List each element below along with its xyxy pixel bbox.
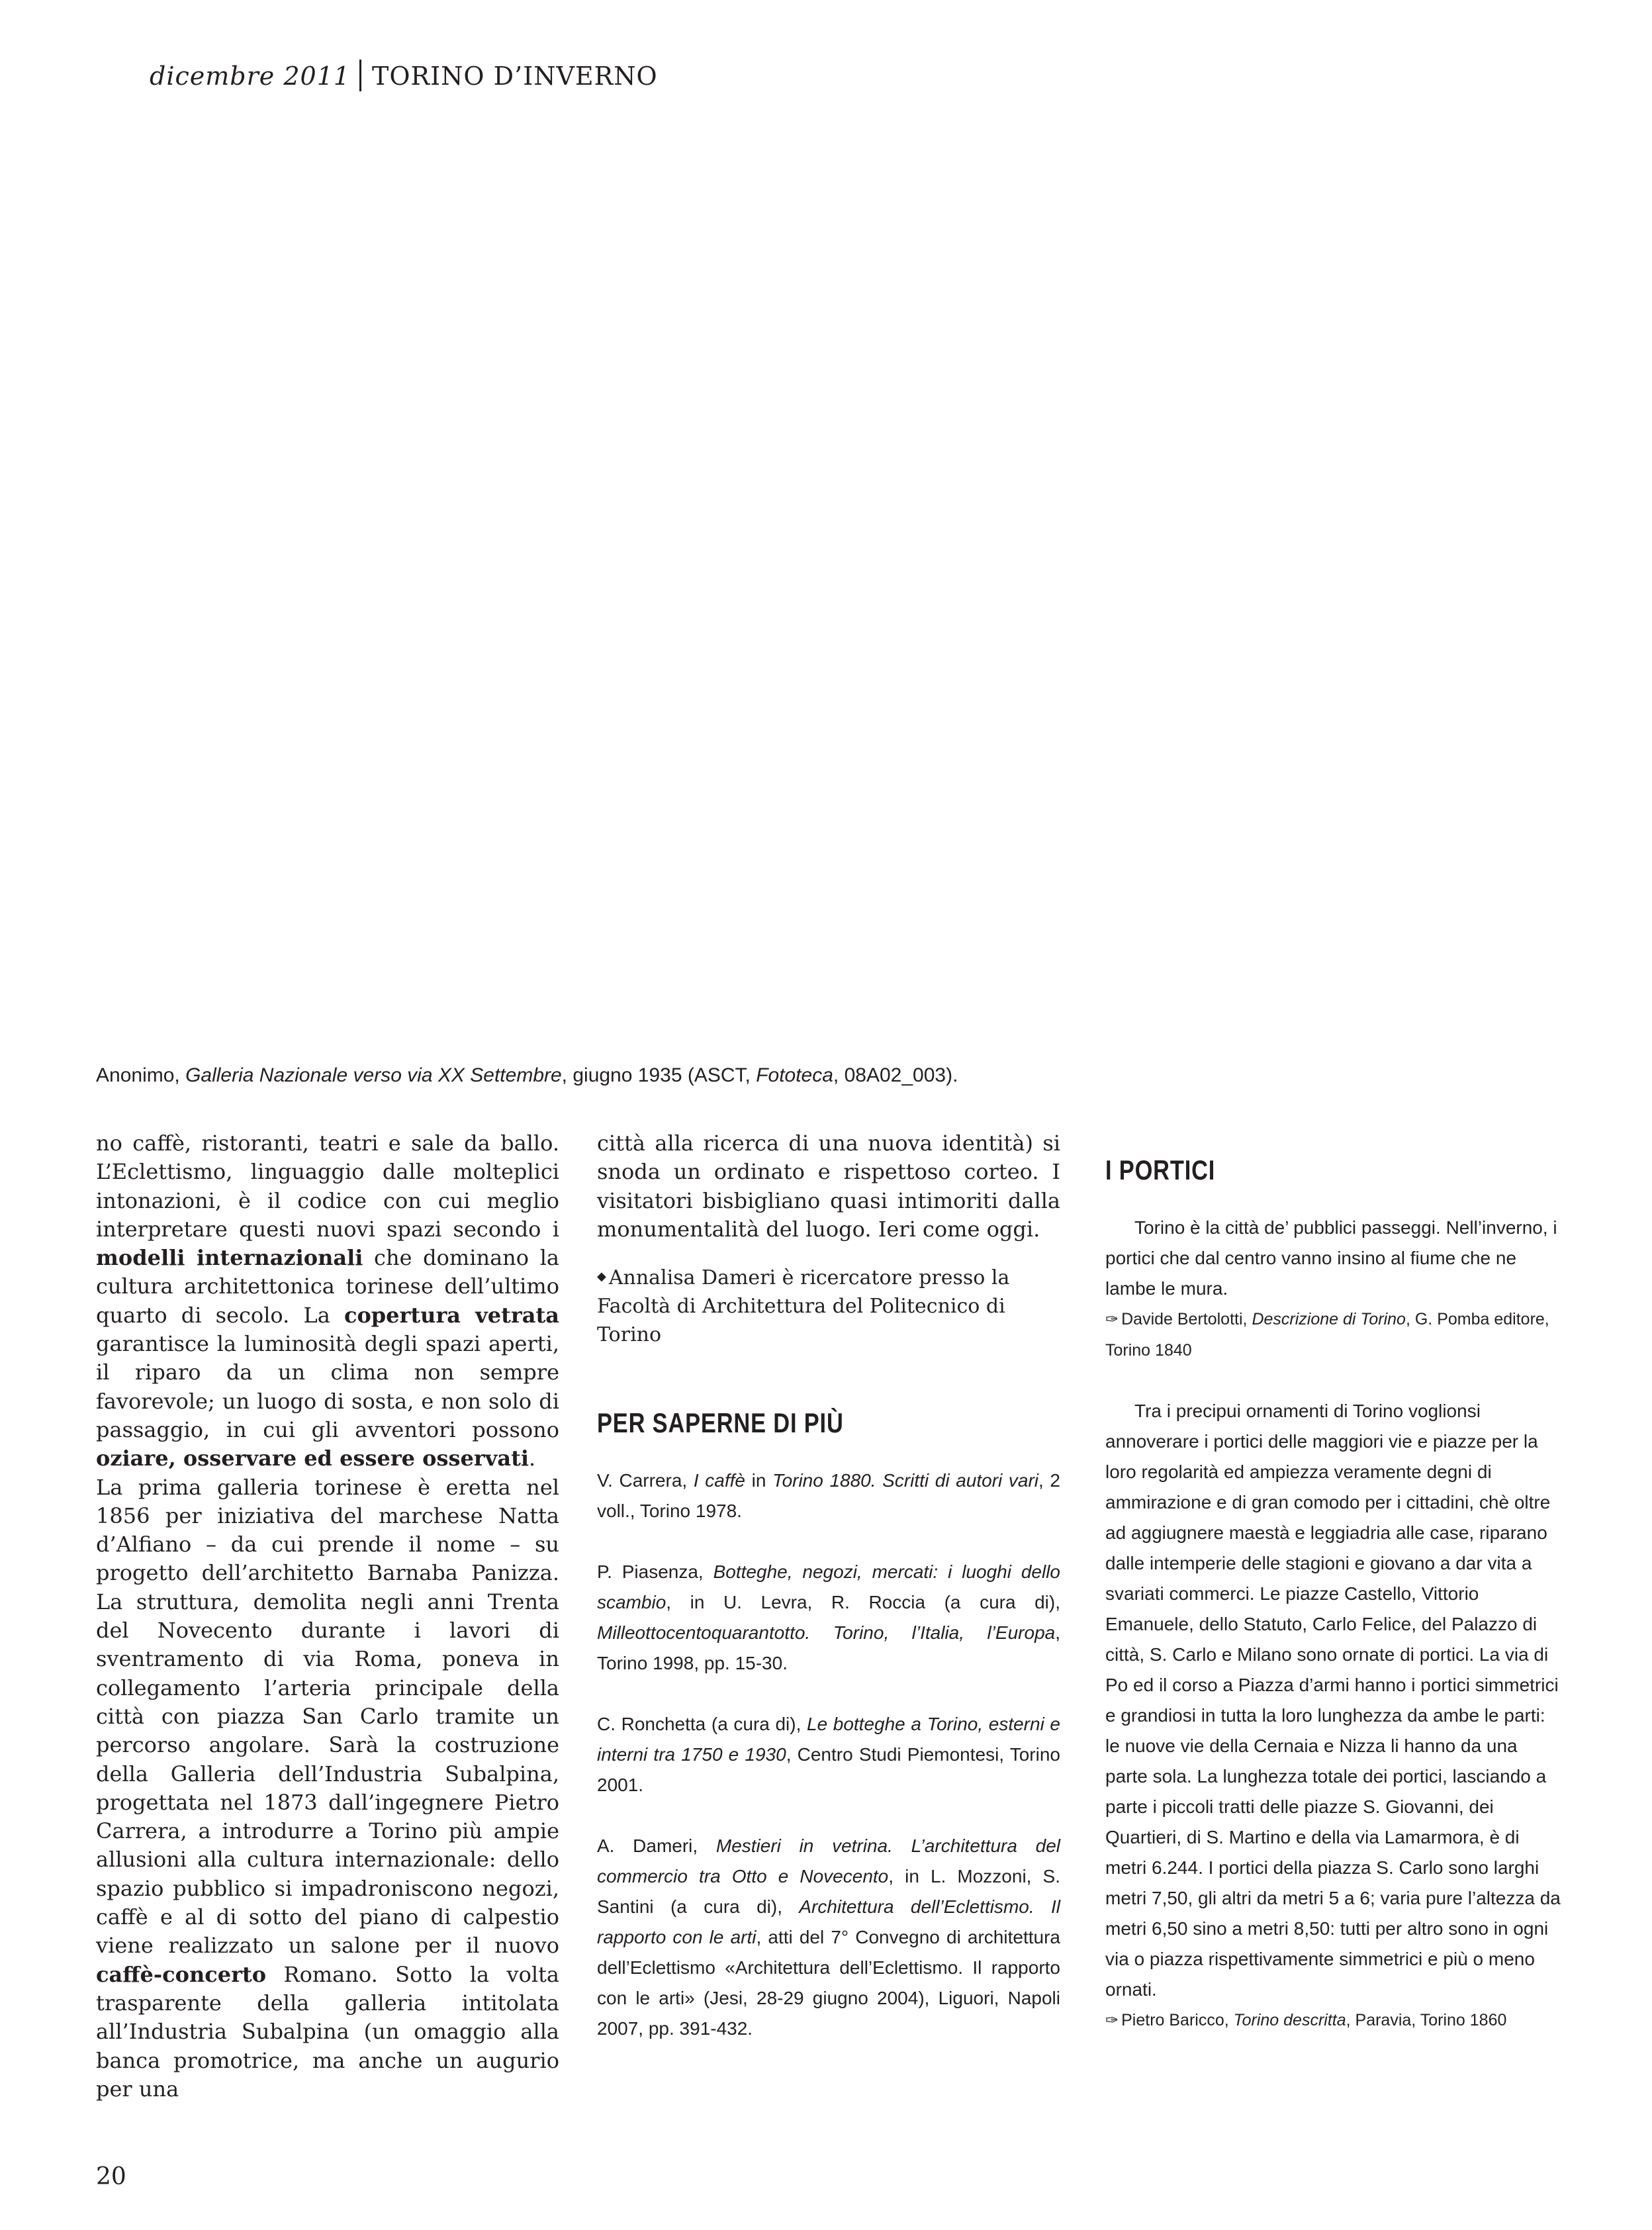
pointing-hand-icon: ✑ (1105, 1311, 1119, 1328)
text-run: no caffè, ristoranti, teatri e sale da ballo. L’Eclettismo, linguaggio dalle molteplici intonazioni, è il codice con cui meglio interpretare questi nuovi spazi secondo i (96, 1131, 559, 1242)
bold-run: oziare, osservare ed essere osservati (96, 1446, 529, 1471)
caption-title: Galleria Nazionale verso via XX Settembre (185, 1064, 562, 1086)
text-run: che dominano la cultura architettonica torinese dell’ultimo quarto di secolo. La (96, 1245, 560, 1328)
column-1-paragraph-2 (96, 1473, 559, 2104)
bold-run: modelli internazionali (96, 1245, 363, 1271)
bibliography-entry: A. Dameri, Mestieri in vetrina. L’architettura del commercio tra Otto e Novecento, in L. Mozzoni, S. Santini (a cura di), Architettura dell’Eclettismo. Il rapporto con le arti, atti del 7° Convegno di architettura dell’Eclettismo «Architettura dell’Eclettismo. Il rapporto con le arti» (Jesi, 28-29 giugno 2004), Liguori, Napoli 2007, pp. 391-432. (597, 1835, 1060, 2039)
column-3 (1105, 1129, 1562, 2036)
caption-end: , 08A02_003). (833, 1064, 958, 1086)
text-run: garantisce la luminosità degli spazi aperti, il riparo da un clima non sempre favorevole; un luogo di sosta, e non solo di passaggio, in cui gli avventori possono (96, 1331, 559, 1442)
text-run: . (529, 1446, 536, 1471)
text-run: La prima galleria torinese è eretta nel 1856 per iniziativa del marchese Natta d’Alfiano – da cui prende il nome – su progetto dell’architetto Barnaba Panizza. La struttura, demolita negli anni Trenta del Novecento durante i lavori di sventramento di via Roma, poneva in collegamento l’arteria principale della città con piazza San Carlo tramite un percorso angolare. Sarà la costruzione della Galleria dell’Industria Subalpina, progettata nel 1873 dall’ingegnere Pietro Carrera, a introdurre a Torino più ampie allusioni alla cultura internazionale: dello spazio pubblico si impadroniscono negozi, caffè e al di sotto del piano di calpestio viene realizzato un salone per il nuovo (96, 1474, 559, 1959)
column-2 (597, 1129, 1060, 2074)
quote-bertolotti: Torino è la città de’ pubblici passeggi. Nell’inverno, i portici che dal centro vanno insino al fiume che ne lambe le mura. (1105, 1217, 1557, 1299)
column-1-paragraph-1 (96, 1129, 559, 1473)
photo-area (93, 119, 1562, 1039)
caption-mid: , giugno 1935 (ASCT, (561, 1064, 757, 1086)
diamond-icon: ◆ (597, 1270, 606, 1284)
bibliography-entry: V. Carrera, I caffè in Torino 1880. Scritti di autori vari, 2 voll., Torino 1978. (597, 1470, 1060, 1522)
bibliography-entry: P. Piasenza, Botteghe, negozi, mercati: i luoghi dello scambio, in U. Levra, R. Roccia (a cura di), Milleottocentoquarantotto. Torino, l’Italia, l’Europa, Torino 1998, pp. 15-30. (597, 1561, 1060, 1674)
bold-run: copertura vetrata (344, 1302, 560, 1328)
running-header (150, 60, 658, 91)
author-note (597, 1262, 1060, 1349)
quote-source-baricco: ✑ Pietro Baricco, Torino descritta, Paravia, Torino 1860 (1105, 2011, 1507, 2029)
section-title-per-saperne: PER SAPERNE DI PIÙ (597, 1407, 844, 1439)
caption-author: Anonimo, (96, 1064, 186, 1086)
column-2-paragraph: città alla ricerca di una nuova identità) si snoda un ordinato e rispettoso corteo. I visitatori bisbigliano quasi intimoriti dalla monumentalità del luogo. Ieri come oggi. (597, 1131, 1060, 1242)
header-title: TORINO D’INVERNO (372, 62, 658, 91)
bibliography-entry: C. Ronchetta (a cura di), Le botteghe a Torino, esterni e interni tra 1750 e 1930, Centro Studi Piemontesi, Torino 2001. (597, 1714, 1060, 1796)
bold-run: caffè-concerto (96, 1961, 267, 1987)
pointing-hand-icon: ✑ (1105, 2012, 1119, 2029)
quote-baricco: Tra i precipui ornamenti di Torino voglionsi annoverare i portici delle maggiori vie e piazze per la loro regolarità ed ampiezza veramente degni di ammirazione e di gran comodo per i cittadini, chè oltre ad aggiugnere maestà e leggiadria alle case, riparano dalle intemperie delle stagioni e giovano a dar vita a svariati commerci. Le piazze Castello, Vittorio Emanuele, dello Statuto, Carlo Felice, del Palazzo di città, S. Carlo e Milano sono ornate di portici. La via di Po ed il corso a Piazza d’armi hanno i portici simmetrici e grandiosi in tutta la loro lunghezza da ambe le parti: le nuove vie della Cernaia e Nizza li hanno da una parte sola. La lunghezza totale dei portici, lasciando a parte i piccoli tratti delle piazze S. Giovanni, dei Quartieri, di S. Martino e della via Lamarmora, è di metri 6.244. I portici della piazza S. Carlo sono larghi metri 7,50, gli altri da metri 5 a 6; varia pure l’altezza da metri 6,50 sino a metri 8,50: tutti per altro sono in ogni via o piazza rispettivamente simmetrici e più o meno ornati. (1105, 1401, 1561, 2000)
section-title-portici: I PORTICI (1105, 1154, 1216, 1185)
column-1 (96, 1129, 559, 2104)
caption-archive: Fototeca (756, 1064, 833, 1086)
header-separator (359, 60, 361, 91)
page-number: 20 (96, 2163, 126, 2190)
bibliography-list (597, 1465, 1060, 2044)
header-date: dicembre 2011 (150, 62, 351, 91)
quote-source-bertolotti: ✑ Davide Bertolotti, Descrizione di Torino, G. Pomba editore, Torino 1840 (1105, 1310, 1549, 1360)
photo-caption (96, 1064, 958, 1087)
author-note-text: Annalisa Dameri è ricercatore presso la Facoltà di Architettura del Politecnico di Torino (597, 1266, 1010, 1347)
text-run: Romano. Sotto la volta trasparente della galleria intitolata all’Industria Subalpina (un omaggio alla banca promotrice, ma anche un augurio per una (96, 1961, 559, 2102)
